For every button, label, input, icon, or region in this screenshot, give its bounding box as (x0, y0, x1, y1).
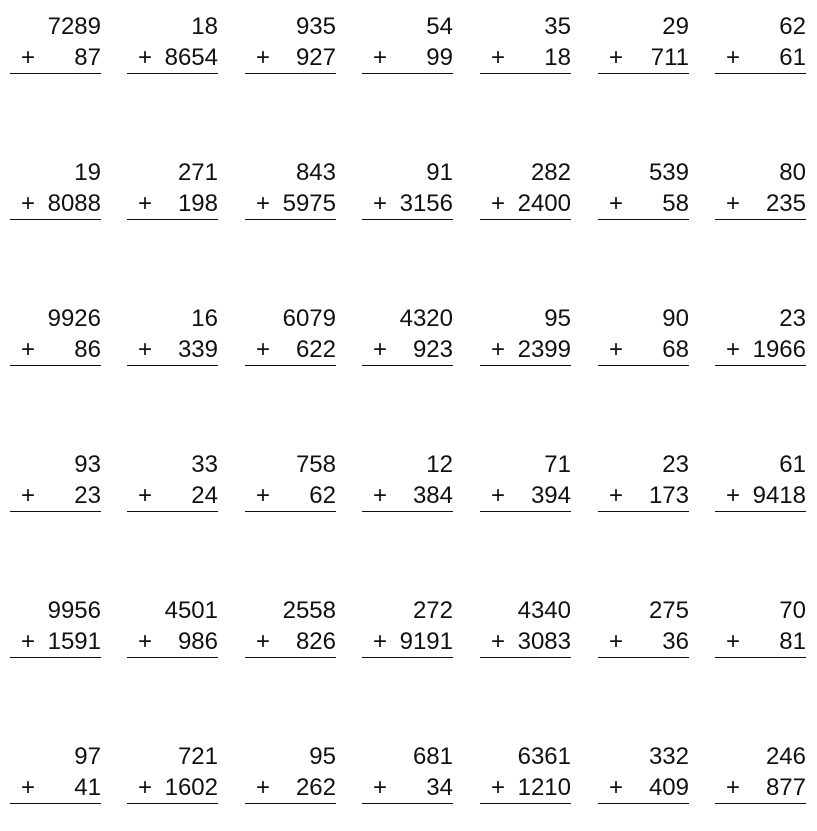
answer-line (127, 657, 218, 658)
top-addend: 35 (544, 13, 571, 40)
top-addend: 4320 (399, 305, 453, 332)
plus-sign: + (609, 774, 624, 801)
bottom-addend: 87 (74, 44, 101, 71)
addition-problem (362, 146, 453, 217)
bottom-addend: 394 (530, 482, 571, 509)
top-addend: 19 (74, 159, 101, 186)
addition-problem (715, 292, 806, 363)
plus-sign: + (491, 336, 506, 363)
bottom-addend: 34 (426, 774, 453, 801)
addition-problem (127, 146, 218, 217)
bottom-addend: 923 (412, 336, 453, 363)
bottom-addend: 2399 (517, 336, 571, 363)
top-addend: 6361 (517, 743, 571, 770)
top-addend: 9956 (47, 597, 101, 624)
plus-sign: + (491, 190, 506, 217)
bottom-addend: 8088 (47, 190, 101, 217)
plus-sign: + (491, 628, 506, 655)
top-addend: 7289 (47, 13, 101, 40)
plus-sign: + (373, 482, 388, 509)
bottom-addend: 198 (177, 190, 218, 217)
top-addend: 80 (779, 159, 806, 186)
top-addend: 282 (530, 159, 571, 186)
top-addend: 23 (779, 305, 806, 332)
addition-problem (245, 146, 336, 217)
answer-line (715, 219, 806, 220)
bottom-addend: 61 (779, 44, 806, 71)
bottom-addend: 9418 (752, 482, 806, 509)
answer-line (362, 657, 453, 658)
answer-line (10, 657, 101, 658)
answer-line (598, 219, 689, 220)
addition-problem (480, 584, 571, 655)
top-addend: 275 (648, 597, 689, 624)
bottom-addend: 18 (544, 44, 571, 71)
bottom-addend: 86 (74, 336, 101, 363)
answer-line (715, 73, 806, 74)
addition-problem (598, 438, 689, 509)
top-addend: 16 (191, 305, 218, 332)
bottom-addend: 384 (412, 482, 453, 509)
answer-line (245, 365, 336, 366)
plus-sign: + (726, 774, 741, 801)
bottom-addend: 235 (765, 190, 806, 217)
top-addend: 62 (779, 13, 806, 40)
plus-sign: + (256, 44, 271, 71)
plus-sign: + (256, 190, 271, 217)
answer-line (127, 73, 218, 74)
plus-sign: + (256, 628, 271, 655)
addition-problem (598, 146, 689, 217)
plus-sign: + (21, 190, 36, 217)
answer-line (10, 219, 101, 220)
answer-line (715, 803, 806, 804)
answer-line (362, 73, 453, 74)
top-addend: 271 (177, 159, 218, 186)
addition-problem (362, 292, 453, 363)
plus-sign: + (491, 44, 506, 71)
plus-sign: + (373, 628, 388, 655)
answer-line (245, 511, 336, 512)
addition-problem (10, 0, 101, 71)
answer-line (245, 803, 336, 804)
plus-sign: + (138, 628, 153, 655)
plus-sign: + (138, 482, 153, 509)
plus-sign: + (138, 44, 153, 71)
top-addend: 721 (177, 743, 218, 770)
plus-sign: + (726, 628, 741, 655)
answer-line (10, 73, 101, 74)
addition-problem (598, 292, 689, 363)
top-addend: 246 (765, 743, 806, 770)
top-addend: 332 (648, 743, 689, 770)
bottom-addend: 339 (177, 336, 218, 363)
top-addend: 70 (779, 597, 806, 624)
answer-line (127, 219, 218, 220)
top-addend: 272 (412, 597, 453, 624)
answer-line (480, 511, 571, 512)
addition-problem (598, 584, 689, 655)
answer-line (245, 219, 336, 220)
answer-line (127, 365, 218, 366)
answer-line (10, 365, 101, 366)
top-addend: 95 (309, 743, 336, 770)
answer-line (245, 73, 336, 74)
addition-problem (715, 146, 806, 217)
bottom-addend: 8654 (164, 44, 218, 71)
top-addend: 843 (295, 159, 336, 186)
top-addend: 61 (779, 451, 806, 478)
addition-problem (127, 0, 218, 71)
top-addend: 95 (544, 305, 571, 332)
top-addend: 4501 (164, 597, 218, 624)
plus-sign: + (609, 628, 624, 655)
answer-line (245, 657, 336, 658)
bottom-addend: 622 (295, 336, 336, 363)
answer-line (10, 803, 101, 804)
bottom-addend: 3156 (399, 190, 453, 217)
bottom-addend: 1602 (164, 774, 218, 801)
top-addend: 12 (426, 451, 453, 478)
addition-problem (245, 438, 336, 509)
top-addend: 4340 (517, 597, 571, 624)
bottom-addend: 927 (295, 44, 336, 71)
plus-sign: + (256, 774, 271, 801)
bottom-addend: 2400 (517, 190, 571, 217)
top-addend: 935 (295, 13, 336, 40)
top-addend: 33 (191, 451, 218, 478)
answer-line (480, 219, 571, 220)
plus-sign: + (609, 482, 624, 509)
top-addend: 18 (191, 13, 218, 40)
bottom-addend: 1966 (752, 336, 806, 363)
addition-problem (480, 146, 571, 217)
plus-sign: + (726, 336, 741, 363)
addition-problem (245, 584, 336, 655)
answer-line (598, 803, 689, 804)
top-addend: 9926 (47, 305, 101, 332)
addition-problem (127, 292, 218, 363)
bottom-addend: 9191 (399, 628, 453, 655)
plus-sign: + (138, 774, 153, 801)
plus-sign: + (373, 774, 388, 801)
plus-sign: + (609, 44, 624, 71)
bottom-addend: 99 (426, 44, 453, 71)
top-addend: 91 (426, 159, 453, 186)
answer-line (127, 803, 218, 804)
addition-problem (480, 292, 571, 363)
plus-sign: + (373, 336, 388, 363)
addition-problem (598, 0, 689, 71)
addition-problem (362, 730, 453, 801)
addition-problem (10, 292, 101, 363)
top-addend: 97 (74, 743, 101, 770)
addition-problem (480, 438, 571, 509)
plus-sign: + (138, 190, 153, 217)
addition-problem (127, 438, 218, 509)
bottom-addend: 409 (648, 774, 689, 801)
plus-sign: + (726, 44, 741, 71)
addition-problem (127, 730, 218, 801)
bottom-addend: 81 (779, 628, 806, 655)
plus-sign: + (21, 482, 36, 509)
answer-line (715, 365, 806, 366)
addition-problem (245, 730, 336, 801)
answer-line (362, 219, 453, 220)
bottom-addend: 58 (662, 190, 689, 217)
addition-problem (10, 584, 101, 655)
plus-sign: + (256, 482, 271, 509)
top-addend: 93 (74, 451, 101, 478)
bottom-addend: 877 (765, 774, 806, 801)
plus-sign: + (373, 190, 388, 217)
answer-line (480, 657, 571, 658)
addition-problem (715, 0, 806, 71)
top-addend: 29 (662, 13, 689, 40)
plus-sign: + (256, 336, 271, 363)
plus-sign: + (609, 336, 624, 363)
addition-problem (362, 438, 453, 509)
plus-sign: + (21, 336, 36, 363)
bottom-addend: 711 (650, 44, 689, 71)
addition-problem (598, 730, 689, 801)
bottom-addend: 173 (648, 482, 689, 509)
answer-line (598, 73, 689, 74)
bottom-addend: 41 (74, 774, 101, 801)
addition-problem (715, 584, 806, 655)
addition-problem (245, 292, 336, 363)
addition-problem (10, 730, 101, 801)
answer-line (480, 73, 571, 74)
answer-line (598, 365, 689, 366)
bottom-addend: 24 (191, 482, 218, 509)
bottom-addend: 1591 (47, 628, 101, 655)
plus-sign: + (491, 774, 506, 801)
bottom-addend: 1210 (517, 774, 571, 801)
bottom-addend: 36 (662, 628, 689, 655)
top-addend: 681 (412, 743, 453, 770)
answer-line (715, 511, 806, 512)
answer-line (10, 511, 101, 512)
answer-line (480, 803, 571, 804)
plus-sign: + (21, 628, 36, 655)
plus-sign: + (726, 482, 741, 509)
plus-sign: + (726, 190, 741, 217)
answer-line (598, 511, 689, 512)
addition-problem (362, 0, 453, 71)
addition-problem (715, 730, 806, 801)
answer-line (598, 657, 689, 658)
top-addend: 54 (426, 13, 453, 40)
top-addend: 6079 (282, 305, 336, 332)
answer-line (480, 365, 571, 366)
addition-problem (127, 584, 218, 655)
answer-line (362, 511, 453, 512)
top-addend: 2558 (282, 597, 336, 624)
bottom-addend: 23 (74, 482, 101, 509)
bottom-addend: 5975 (282, 190, 336, 217)
answer-line (362, 803, 453, 804)
top-addend: 23 (662, 451, 689, 478)
addition-problem (245, 0, 336, 71)
plus-sign: + (373, 44, 388, 71)
answer-line (715, 657, 806, 658)
addition-problem (10, 438, 101, 509)
plus-sign: + (138, 336, 153, 363)
answer-line (127, 511, 218, 512)
answer-line (362, 365, 453, 366)
bottom-addend: 826 (295, 628, 336, 655)
top-addend: 71 (544, 451, 571, 478)
bottom-addend: 68 (662, 336, 689, 363)
top-addend: 758 (295, 451, 336, 478)
bottom-addend: 986 (177, 628, 218, 655)
top-addend: 90 (662, 305, 689, 332)
plus-sign: + (21, 774, 36, 801)
addition-problem (480, 730, 571, 801)
addition-problem (715, 438, 806, 509)
plus-sign: + (609, 190, 624, 217)
bottom-addend: 3083 (517, 628, 571, 655)
plus-sign: + (21, 44, 36, 71)
plus-sign: + (491, 482, 506, 509)
addition-problem (480, 0, 571, 71)
bottom-addend: 262 (295, 774, 336, 801)
top-addend: 539 (648, 159, 689, 186)
bottom-addend: 62 (309, 482, 336, 509)
addition-problem (10, 146, 101, 217)
addition-problem (362, 584, 453, 655)
